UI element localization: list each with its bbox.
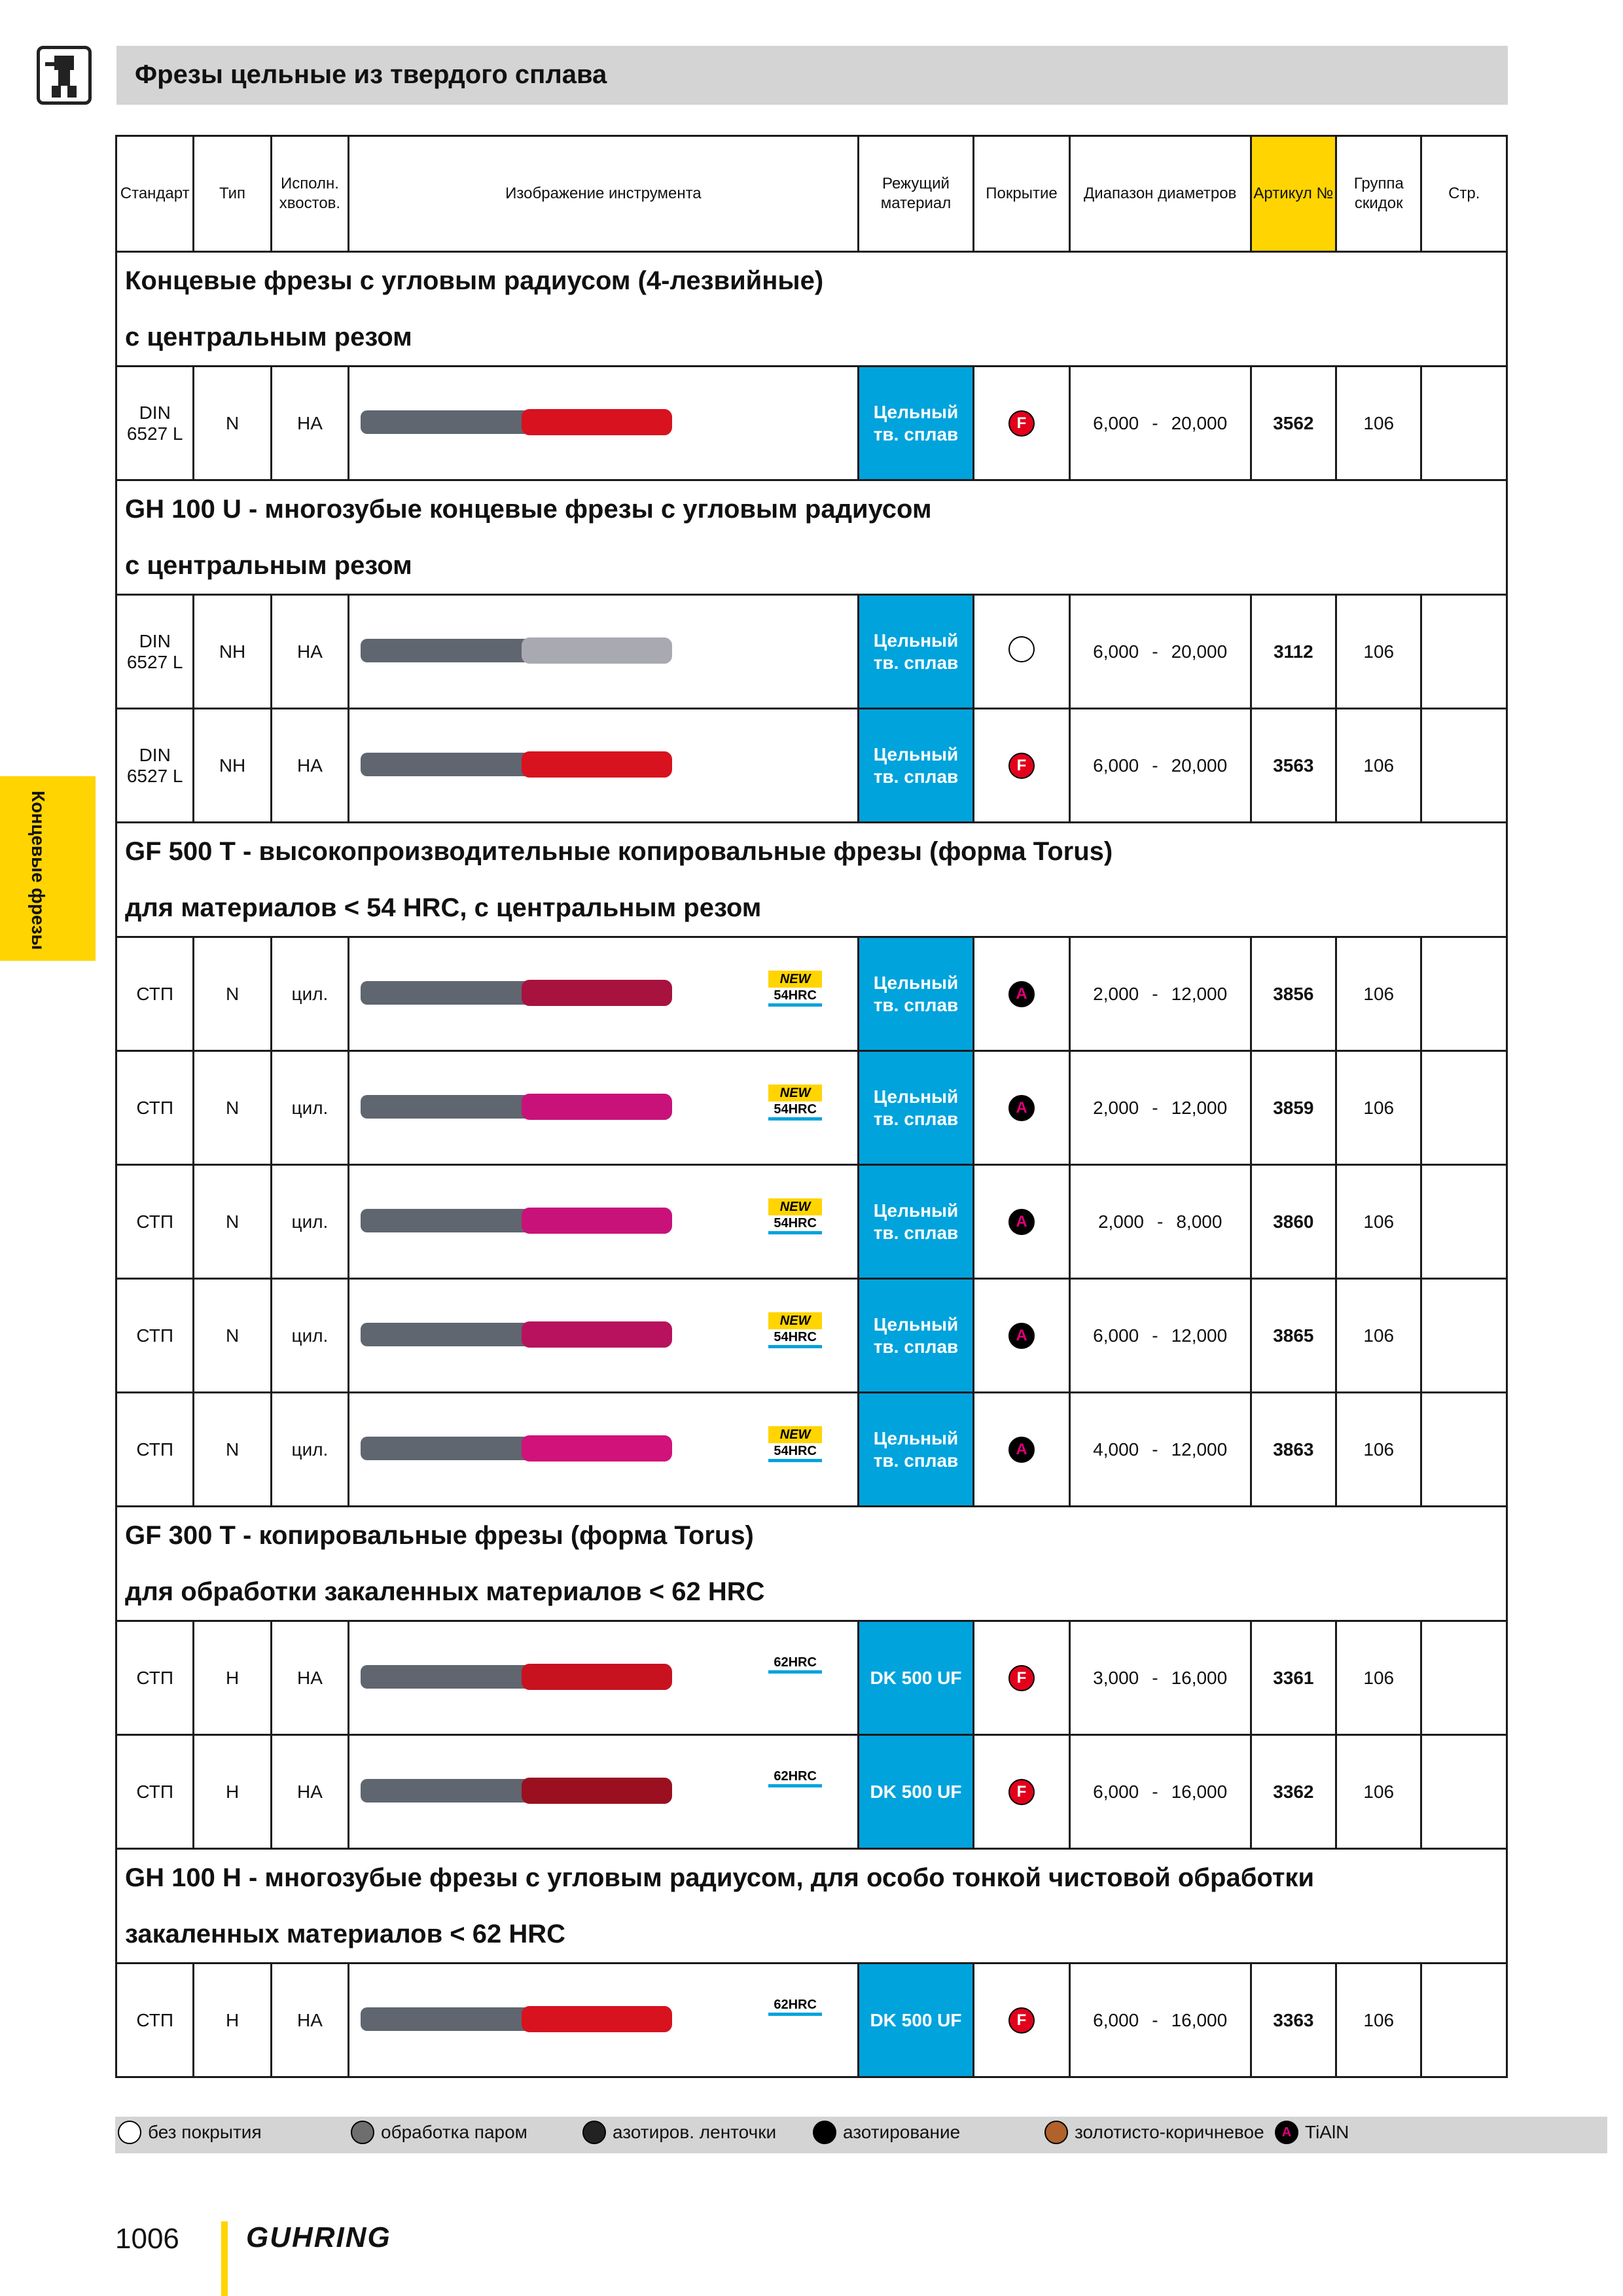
diameter-range — [1071, 1668, 1250, 1689]
cell-page — [1421, 937, 1507, 1051]
hrc-badge — [768, 1426, 822, 1462]
cell-diameter — [1069, 1051, 1251, 1165]
cell-type: NH — [194, 595, 271, 709]
diameter-dash: - — [1152, 641, 1158, 662]
cell-article[interactable]: 3362 — [1251, 1735, 1336, 1849]
legend-label: золотисто-коричневое — [1075, 2122, 1264, 2142]
diameter-to: 12,000 — [1171, 1097, 1228, 1118]
cell-material: DK 500 UF — [858, 1621, 974, 1735]
diameter-to: 16,000 — [1171, 1781, 1228, 1802]
section-title-line2: с центральным резом — [125, 323, 412, 351]
table-row — [116, 367, 1507, 480]
side-tab-label: Концевые фрезы — [28, 791, 48, 950]
legend-swatch-icon — [582, 2121, 606, 2144]
tool-cutting-part — [522, 1321, 672, 1348]
cell-shank: HA — [271, 1621, 348, 1735]
cell-standard: СТП — [116, 1964, 194, 2077]
hrc-badge — [768, 971, 822, 1007]
diameter-to: 12,000 — [1171, 983, 1228, 1004]
tool-shank — [361, 1665, 531, 1689]
tool-cutting-part — [522, 1094, 672, 1120]
cell-tool-image — [349, 1393, 859, 1507]
hrc-badge — [768, 1768, 822, 1787]
legend-swatch-icon — [118, 2121, 141, 2144]
section-title-line1: GF 500 T - высокопроизводительные копировальные фрезы (форма Torus) — [125, 837, 1113, 866]
tool-shank — [361, 1779, 531, 1803]
legend-item — [1275, 2121, 1349, 2144]
diameter-range — [1071, 755, 1250, 776]
cell-material: Цельный тв. сплав — [858, 367, 974, 480]
cell-standard: DIN 6527 L — [116, 367, 194, 480]
cell-discount-group: 106 — [1336, 937, 1421, 1051]
col-header-coating: Покрытие — [974, 136, 1069, 252]
cell-tool-image — [349, 1621, 859, 1735]
diameter-from: 6,000 — [1093, 412, 1139, 433]
cell-tool-image — [349, 1165, 859, 1279]
cell-page — [1421, 595, 1507, 709]
cell-shank: цил. — [271, 937, 348, 1051]
tool-cutting-part — [522, 409, 672, 435]
legend-label: азотирование — [843, 2122, 961, 2142]
cell-page — [1421, 1393, 1507, 1507]
brand-logo-icon — [37, 46, 92, 105]
footer-divider — [221, 2221, 228, 2296]
diameter-from: 6,000 — [1093, 2009, 1139, 2030]
cell-page — [1421, 367, 1507, 480]
section-title-line2: с центральным резом — [125, 551, 412, 580]
coating-icon: A — [1008, 981, 1035, 1007]
legend-item — [118, 2121, 262, 2144]
cell-tool-image — [349, 937, 859, 1051]
tool-cutting-part — [522, 1664, 672, 1690]
cell-shank: цил. — [271, 1279, 348, 1393]
legend-label: TiAlN — [1305, 2122, 1349, 2142]
coating-icon: F — [1008, 1779, 1035, 1805]
diameter-from: 6,000 — [1093, 1325, 1139, 1346]
cell-shank: цил. — [271, 1165, 348, 1279]
cell-coating — [974, 595, 1069, 709]
diameter-range — [1071, 1782, 1250, 1803]
cell-type: N — [194, 1165, 271, 1279]
cell-diameter — [1069, 1165, 1251, 1279]
cell-type: H — [194, 1735, 271, 1849]
cell-article[interactable]: 3363 — [1251, 1964, 1336, 2077]
diameter-to: 20,000 — [1171, 412, 1228, 433]
table-row — [116, 937, 1507, 1051]
page-title: Фрезы цельные из твердого сплава — [135, 60, 607, 89]
tool-cutting-part — [522, 637, 672, 664]
tool-cutting-part — [522, 751, 672, 778]
table-header-row — [116, 136, 1507, 252]
cell-page — [1421, 1051, 1507, 1165]
col-header-shank: Исполн. хвостов. — [271, 136, 348, 252]
cell-material: Цельный тв. сплав — [858, 1393, 974, 1507]
diameter-to: 12,000 — [1171, 1439, 1228, 1460]
coating-icon: A — [1008, 1209, 1035, 1235]
cell-material: DK 500 UF — [858, 1964, 974, 2077]
diameter-dash: - — [1152, 1439, 1158, 1460]
cell-tool-image — [349, 709, 859, 823]
table-row — [116, 1964, 1507, 2077]
legend-item — [813, 2121, 960, 2144]
table-row — [116, 1279, 1507, 1393]
tool-shank — [361, 2007, 531, 2031]
legend-label: обработка паром — [381, 2122, 527, 2142]
coating-icon: F — [1008, 1665, 1035, 1691]
cell-page — [1421, 1621, 1507, 1735]
cell-tool-image — [349, 1279, 859, 1393]
diameter-dash: - — [1152, 412, 1158, 433]
cell-page — [1421, 1279, 1507, 1393]
coating-icon: F — [1008, 410, 1035, 437]
cell-article[interactable]: 3863 — [1251, 1393, 1336, 1507]
hrc-badge — [768, 1312, 822, 1348]
cell-discount-group: 106 — [1336, 1964, 1421, 2077]
legend-item — [351, 2121, 527, 2144]
table-row — [116, 595, 1507, 709]
diameter-to: 20,000 — [1171, 755, 1228, 776]
cell-discount-group: 106 — [1336, 1393, 1421, 1507]
table-row — [116, 1735, 1507, 1849]
cell-diameter — [1069, 595, 1251, 709]
cell-material: Цельный тв. сплав — [858, 709, 974, 823]
diameter-to: 16,000 — [1171, 2009, 1228, 2030]
cell-type: N — [194, 1051, 271, 1165]
tool-shank — [361, 753, 531, 776]
section-title-line1: GF 300 T - копировальные фрезы (форма Torus) — [125, 1521, 754, 1550]
hrc-label: 54HRC — [768, 1215, 822, 1234]
cell-standard: СТП — [116, 1051, 194, 1165]
legend-item — [582, 2121, 776, 2144]
diameter-from: 2,000 — [1097, 1211, 1145, 1232]
legend-swatch-icon — [351, 2121, 374, 2144]
cell-discount-group: 106 — [1336, 1165, 1421, 1279]
cell-standard: СТП — [116, 1735, 194, 1849]
section-title-line1: GH 100 H - многозубые фрезы с угловым радиусом, для особо тонкой чистовой обработки — [125, 1863, 1315, 1892]
cell-page — [1421, 1165, 1507, 1279]
diameter-from: 6,000 — [1093, 641, 1139, 662]
cell-material: Цельный тв. сплав — [858, 1279, 974, 1393]
coating-icon — [1008, 636, 1035, 662]
table-row — [116, 709, 1507, 823]
product-table — [115, 135, 1508, 2078]
diameter-dash: - — [1152, 1667, 1158, 1688]
cell-shank: HA — [271, 1735, 348, 1849]
diameter-dash: - — [1152, 2009, 1158, 2030]
hrc-badge — [768, 1085, 822, 1121]
section-title-line2: закаленных материалов < 62 HRC — [125, 1920, 566, 1948]
cell-article[interactable]: 3361 — [1251, 1621, 1336, 1735]
cell-material: Цельный тв. сплав — [858, 937, 974, 1051]
cell-diameter — [1069, 937, 1251, 1051]
section-header-row — [116, 823, 1507, 937]
hrc-badge — [768, 1198, 822, 1234]
cell-standard: СТП — [116, 937, 194, 1051]
section-title-line1: Концевые фрезы с угловым радиусом (4-лезвийные) — [125, 266, 824, 295]
cell-discount-group: 106 — [1336, 1279, 1421, 1393]
coating-icon: A — [1008, 1323, 1035, 1349]
cell-page — [1421, 709, 1507, 823]
cell-coating — [974, 1621, 1069, 1735]
diameter-range — [1071, 641, 1250, 662]
diameter-to: 20,000 — [1171, 641, 1228, 662]
diameter-dash: - — [1152, 755, 1158, 776]
tool-image — [351, 711, 855, 816]
cell-type: N — [194, 367, 271, 480]
diameter-range — [1071, 1211, 1250, 1232]
tool-shank — [361, 1437, 531, 1460]
section-title — [116, 1849, 1507, 1964]
diameter-to: 8,000 — [1176, 1211, 1222, 1232]
section-title-line1: GH 100 U - многозубые концевые фрезы с угловым радиусом — [125, 495, 932, 524]
tool-shank — [361, 639, 531, 662]
section-title — [116, 252, 1507, 367]
cell-discount-group: 106 — [1336, 1735, 1421, 1849]
diameter-from: 6,000 — [1093, 755, 1139, 776]
diameter-dash: - — [1152, 1097, 1158, 1118]
cell-diameter — [1069, 1393, 1251, 1507]
cell-type: N — [194, 937, 271, 1051]
table-row — [116, 1165, 1507, 1279]
cell-coating — [974, 1165, 1069, 1279]
cell-standard: DIN 6527 L — [116, 595, 194, 709]
cell-page — [1421, 1964, 1507, 2077]
cell-shank: цил. — [271, 1051, 348, 1165]
table-row — [116, 1051, 1507, 1165]
col-header-type: Тип — [194, 136, 271, 252]
section-header-row — [116, 1507, 1507, 1621]
section-header-row — [116, 252, 1507, 367]
coating-icon: F — [1008, 2007, 1035, 2034]
section-title — [116, 480, 1507, 595]
cell-shank: HA — [271, 1964, 348, 2077]
cell-type: H — [194, 1964, 271, 2077]
brand-name: GUHRING — [246, 2221, 391, 2253]
tool-image — [351, 368, 855, 473]
cell-tool-image — [349, 595, 859, 709]
coating-icon: F — [1008, 753, 1035, 779]
diameter-range — [1071, 413, 1250, 434]
new-label: NEW — [768, 1198, 822, 1215]
diameter-from: 2,000 — [1093, 983, 1139, 1004]
hrc-label: 62HRC — [768, 1655, 822, 1674]
col-header-discount: Группа скидок — [1336, 136, 1421, 252]
col-header-diameter: Диапазон диаметров — [1069, 136, 1251, 252]
tool-cutting-part — [522, 2006, 672, 2032]
cell-shank: HA — [271, 709, 348, 823]
cell-page — [1421, 1735, 1507, 1849]
coating-icon: A — [1008, 1437, 1035, 1463]
diameter-dash: - — [1157, 1211, 1164, 1232]
tool-shank — [361, 981, 531, 1005]
diameter-range — [1071, 1439, 1250, 1460]
cell-standard: СТП — [116, 1621, 194, 1735]
tool-shank — [361, 1323, 531, 1346]
cell-coating — [974, 1279, 1069, 1393]
cell-standard: DIN 6527 L — [116, 709, 194, 823]
diameter-dash: - — [1152, 1325, 1158, 1346]
diameter-range — [1071, 984, 1250, 1005]
cell-shank: HA — [271, 595, 348, 709]
hrc-label: 54HRC — [768, 1443, 822, 1462]
coating-icon: A — [1008, 1095, 1035, 1121]
hrc-badge — [768, 1997, 822, 2016]
tool-shank — [361, 410, 531, 434]
cell-diameter — [1069, 1964, 1251, 2077]
diameter-from: 2,000 — [1093, 1097, 1139, 1118]
cell-diameter — [1069, 1279, 1251, 1393]
tool-cutting-part — [522, 1208, 672, 1234]
diameter-to: 12,000 — [1171, 1325, 1228, 1346]
table-row — [116, 1621, 1507, 1735]
diameter-to: 16,000 — [1171, 1667, 1228, 1688]
cell-article[interactable]: 3865 — [1251, 1279, 1336, 1393]
cell-diameter — [1069, 1735, 1251, 1849]
section-title-line2: для материалов < 54 HRC, с центральным резом — [125, 893, 762, 922]
cell-diameter — [1069, 367, 1251, 480]
cell-shank: HA — [271, 367, 348, 480]
cell-article[interactable]: 3562 — [1251, 367, 1336, 480]
cell-shank: цил. — [271, 1393, 348, 1507]
cell-type: H — [194, 1621, 271, 1735]
tool-cutting-part — [522, 980, 672, 1006]
new-label: NEW — [768, 1312, 822, 1329]
section-title-line2: для обработки закаленных материалов < 62 HRC — [125, 1577, 765, 1606]
diameter-dash: - — [1152, 983, 1158, 1004]
cell-tool-image — [349, 1964, 859, 2077]
cell-diameter — [1069, 709, 1251, 823]
tool-shank — [361, 1209, 531, 1232]
cell-tool-image — [349, 1735, 859, 1849]
section-title — [116, 823, 1507, 937]
diameter-range — [1071, 1325, 1250, 1346]
worker-icon — [40, 49, 88, 101]
cell-standard: СТП — [116, 1165, 194, 1279]
page-number: 1006 — [115, 2223, 179, 2255]
hrc-label: 54HRC — [768, 1329, 822, 1348]
cell-standard: СТП — [116, 1393, 194, 1507]
legend-item — [1044, 2121, 1264, 2144]
tool-image — [351, 1965, 855, 2070]
tool-cutting-part — [522, 1778, 672, 1804]
legend-label: без покрытия — [148, 2122, 262, 2142]
diameter-range — [1071, 2010, 1250, 2031]
tool-image — [351, 597, 855, 702]
new-label: NEW — [768, 1085, 822, 1102]
section-header-row — [116, 480, 1507, 595]
col-header-page: Стр. — [1421, 136, 1507, 252]
diameter-from: 4,000 — [1093, 1439, 1139, 1460]
hrc-label: 54HRC — [768, 988, 822, 1007]
hrc-label: 62HRC — [768, 1768, 822, 1787]
cell-type: N — [194, 1279, 271, 1393]
cell-discount-group: 106 — [1336, 1621, 1421, 1735]
cell-discount-group: 106 — [1336, 709, 1421, 823]
new-label: NEW — [768, 1426, 822, 1443]
cell-coating — [974, 937, 1069, 1051]
legend-swatch-icon — [813, 2121, 836, 2144]
hrc-badge — [768, 1655, 822, 1674]
cell-coating — [974, 1735, 1069, 1849]
cell-coating — [974, 1051, 1069, 1165]
cell-type: NH — [194, 709, 271, 823]
cell-article[interactable]: 3563 — [1251, 709, 1336, 823]
cell-article[interactable]: 3860 — [1251, 1165, 1336, 1279]
diameter-from: 3,000 — [1093, 1667, 1139, 1688]
hrc-label: 62HRC — [768, 1997, 822, 2016]
cell-diameter — [1069, 1621, 1251, 1735]
diameter-range — [1071, 1098, 1250, 1119]
hrc-label: 54HRC — [768, 1102, 822, 1121]
diameter-from: 6,000 — [1093, 1781, 1139, 1802]
col-header-material: Режущий материал — [858, 136, 974, 252]
tool-cutting-part — [522, 1435, 672, 1462]
diameter-dash: - — [1152, 1781, 1158, 1802]
tool-image — [351, 1737, 855, 1842]
cell-coating — [974, 709, 1069, 823]
cell-material: Цельный тв. сплав — [858, 1165, 974, 1279]
cell-standard: СТП — [116, 1279, 194, 1393]
tool-shank — [361, 1095, 531, 1119]
section-title — [116, 1507, 1507, 1621]
legend-swatch-icon — [1044, 2121, 1068, 2144]
legend-swatch-icon: A — [1275, 2121, 1298, 2144]
cell-discount-group: 106 — [1336, 1051, 1421, 1165]
cell-discount-group: 106 — [1336, 367, 1421, 480]
col-header-article: Артикул № — [1251, 136, 1336, 252]
cell-article[interactable]: 3112 — [1251, 595, 1336, 709]
legend-label: азотиров. ленточки — [613, 2122, 777, 2142]
col-header-image: Изображение инструмента — [349, 136, 859, 252]
cell-coating — [974, 367, 1069, 480]
table-row — [116, 1393, 1507, 1507]
cell-tool-image — [349, 367, 859, 480]
cell-article[interactable]: 3859 — [1251, 1051, 1336, 1165]
cell-material: Цельный тв. сплав — [858, 595, 974, 709]
tool-image — [351, 1623, 855, 1728]
col-header-standard: Стандарт — [116, 136, 194, 252]
cell-tool-image — [349, 1051, 859, 1165]
section-header-row — [116, 1849, 1507, 1964]
cell-type: N — [194, 1393, 271, 1507]
cell-material: DK 500 UF — [858, 1735, 974, 1849]
cell-article[interactable]: 3856 — [1251, 937, 1336, 1051]
new-label: NEW — [768, 971, 822, 988]
cell-discount-group: 106 — [1336, 595, 1421, 709]
cell-coating — [974, 1393, 1069, 1507]
cell-coating — [974, 1964, 1069, 2077]
cell-material: Цельный тв. сплав — [858, 1051, 974, 1165]
